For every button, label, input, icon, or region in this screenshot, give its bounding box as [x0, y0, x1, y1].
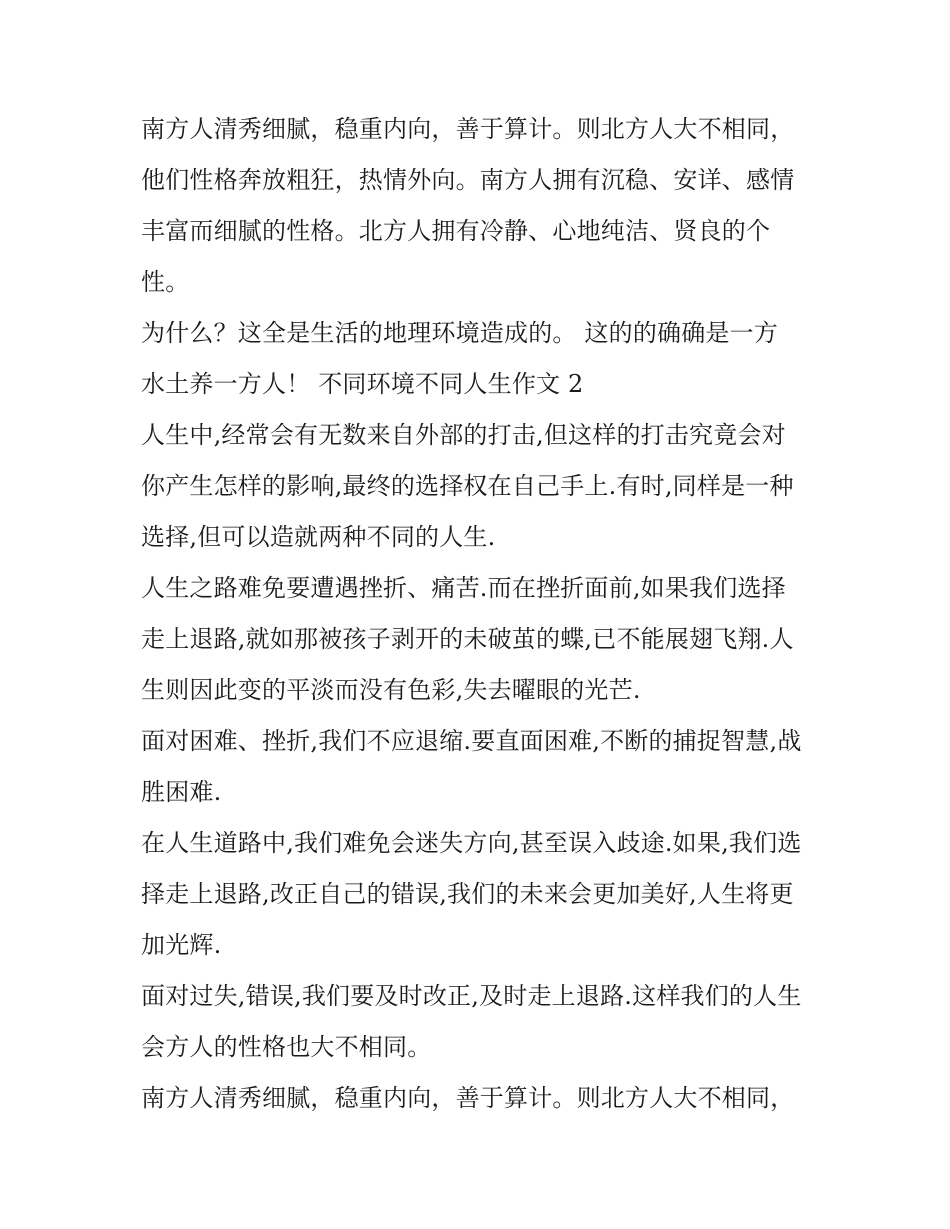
text-line: 会方人的性格也大不相同。: [141, 1033, 432, 1061]
text-line: 择走上退路,改正自己的错误,我们的未来会更加美好,人生将更: [141, 880, 794, 908]
text-line: 水土养一方人！ 不同环境不同人生作文 2: [141, 370, 584, 398]
text-line: 胜困难.: [141, 778, 222, 806]
text-line: 他们性格奔放粗狂，热情外向。南方人拥有沉稳、安详、感情: [141, 166, 795, 194]
text-line: 人生之路难免要遭遇挫折、痛苦.而在挫折面前,如果我们选择: [141, 574, 786, 602]
text-line: 南方人清秀细腻，稳重内向，善于算计。则北方人大不相同，: [141, 115, 795, 143]
text-line: 选择,但可以造就两种不同的人生.: [141, 523, 496, 551]
text-line: 加光辉.: [141, 931, 222, 959]
text-line: 丰富而细腻的性格。北方人拥有冷静、心地纯洁、贤良的个: [141, 217, 771, 245]
text-line: 为什么？这全是生活的地理环境造成的。 这的的确确是一方: [141, 319, 779, 347]
text-line: 性。: [141, 268, 190, 296]
text-line: 生则因此变的平淡而没有色彩,失去曜眼的光芒.: [141, 676, 641, 704]
text-line: 你产生怎样的影响,最终的选择权在自己手上.有时,同样是一种: [141, 472, 794, 500]
text-line: 南方人清秀细腻，稳重内向，善于算计。则北方人大不相同，: [141, 1084, 795, 1112]
text-line: 人生中,经常会有无数来自外部的打击,但这样的打击究竟会对: [141, 421, 786, 449]
text-line: 在人生道路中,我们难免会迷失方向,甚至误入歧途.如果,我们选: [141, 829, 802, 857]
text-line: 走上退路,就如那被孩子剥开的未破茧的蝶,已不能展翅飞翔.人: [141, 625, 794, 653]
text-line: 面对困难、挫折,我们不应退缩.要直面困难,不断的捕捉智慧,战: [141, 727, 802, 755]
text-line: 面对过失,错误,我们要及时改正,及时走上退路.这样我们的人生: [141, 982, 802, 1010]
